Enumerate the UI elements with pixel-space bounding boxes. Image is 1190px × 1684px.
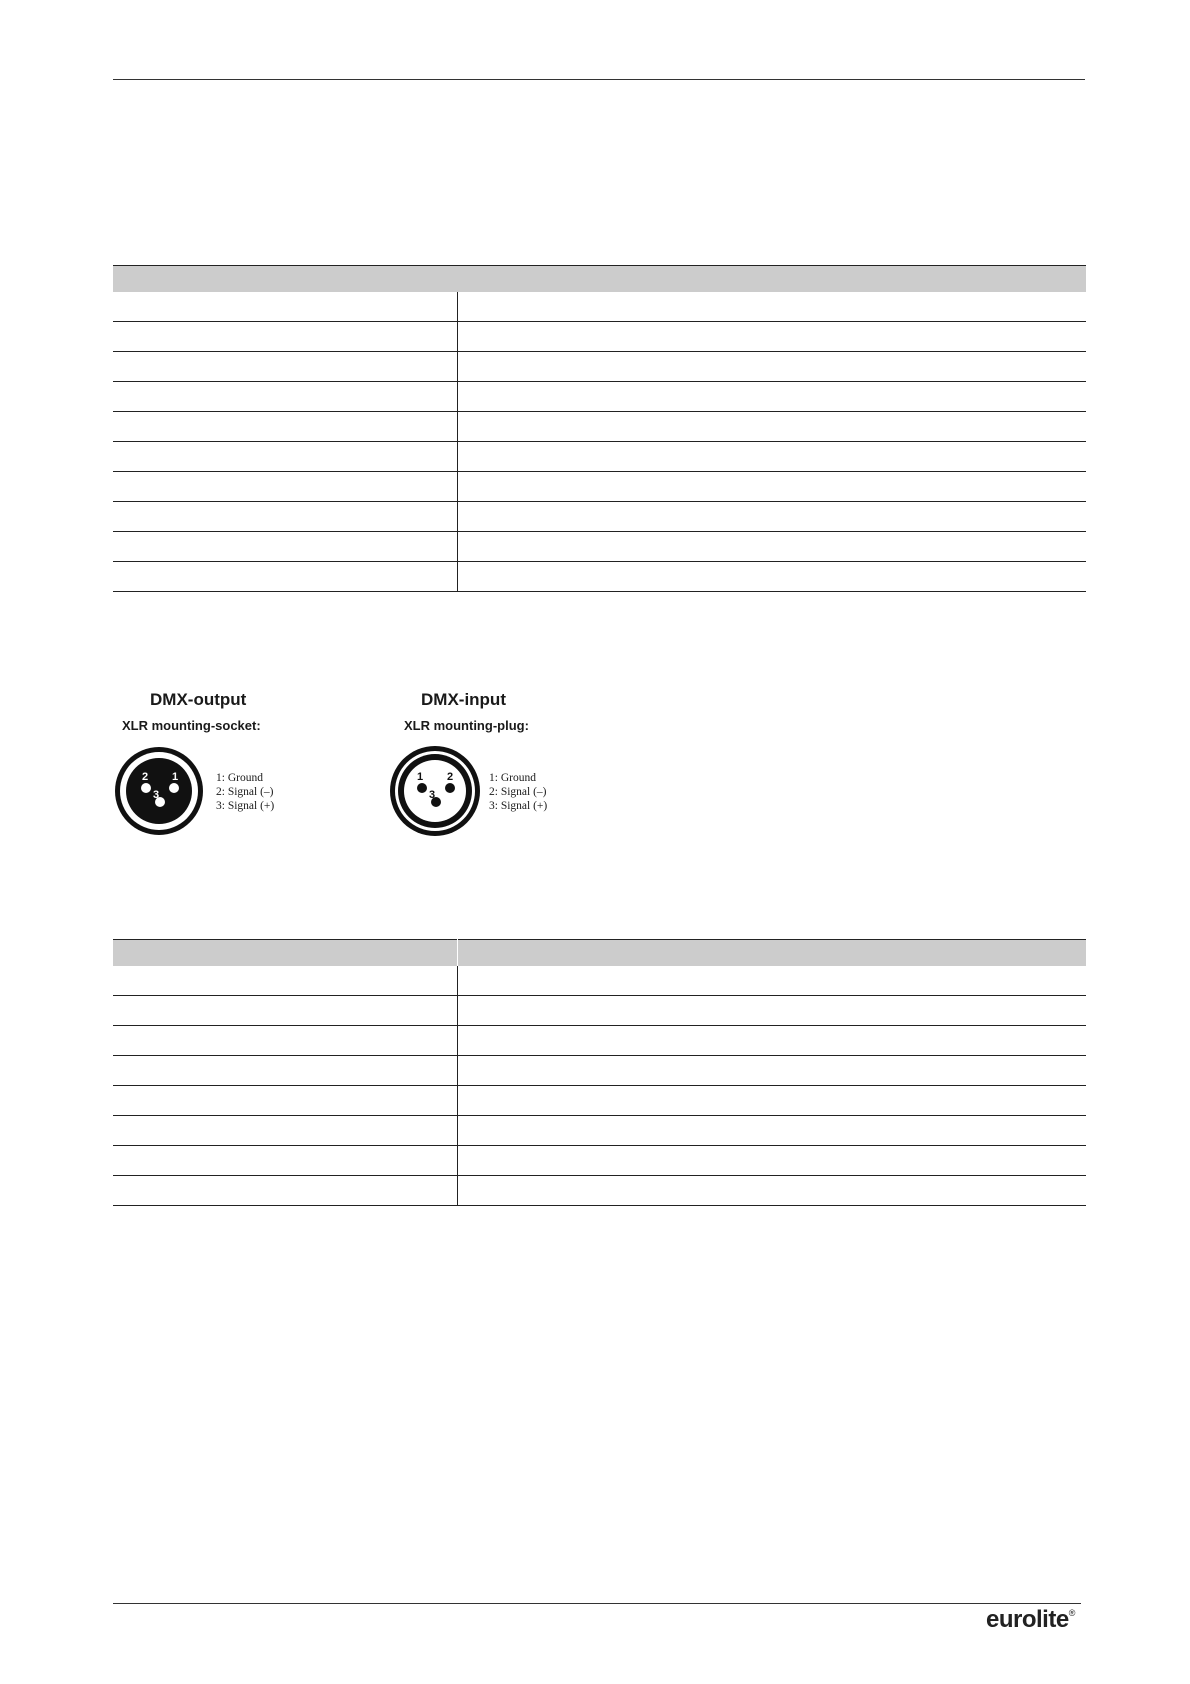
table-row	[113, 502, 1086, 532]
table-header-cell	[113, 266, 1086, 293]
table-cell	[113, 382, 457, 412]
table-row	[113, 382, 1086, 412]
pin-number: 1	[417, 771, 424, 783]
table-cell	[457, 532, 1086, 562]
pin-label: 2: Signal (–)	[489, 786, 547, 798]
table-cell	[457, 1026, 1086, 1056]
table-cell	[113, 1116, 457, 1146]
table-cell	[457, 292, 1086, 322]
table-cell	[457, 442, 1086, 472]
table-cell	[113, 996, 457, 1026]
table-row	[113, 1176, 1086, 1206]
pin-label: 3: Signal (+)	[216, 800, 275, 812]
pin-number: 3	[153, 789, 160, 801]
table-cell	[457, 1056, 1086, 1086]
table-cell	[113, 502, 457, 532]
table-cell	[457, 412, 1086, 442]
table-cell	[457, 382, 1086, 412]
table-row	[113, 532, 1086, 562]
table-cell	[457, 352, 1086, 382]
table-row	[113, 472, 1086, 502]
dmx-input-connector	[385, 690, 585, 850]
table-row	[113, 442, 1086, 472]
footer-rule	[113, 1603, 1081, 1604]
table-cell	[113, 1146, 457, 1176]
table-cell	[457, 1146, 1086, 1176]
table-cell	[113, 562, 457, 592]
table-row	[113, 996, 1086, 1026]
table-row	[113, 966, 1086, 996]
table-cell	[113, 532, 457, 562]
table-row	[113, 322, 1086, 352]
pin-list	[489, 771, 547, 813]
pin-label: 1: Ground	[216, 772, 263, 784]
registered-mark: ®	[1068, 1608, 1075, 1618]
table-row	[113, 562, 1086, 592]
pin-number: 2	[142, 771, 149, 783]
table-cell	[113, 352, 457, 382]
connector-title: DMX-input	[421, 690, 506, 709]
xlr-socket-icon	[114, 746, 214, 846]
connector-title: DMX-output	[150, 690, 247, 709]
table-cell	[113, 966, 457, 996]
table-row	[113, 1116, 1086, 1146]
spec-table-2	[113, 939, 1086, 1206]
table-row	[113, 352, 1086, 382]
table-cell	[113, 472, 457, 502]
pin-label: 3: Signal (+)	[489, 800, 548, 812]
table-header-row	[113, 940, 1086, 967]
pin-number: 2	[447, 771, 454, 783]
table-cell	[457, 502, 1086, 532]
table-cell	[457, 996, 1086, 1026]
table-cell	[113, 1086, 457, 1116]
pin-label: 2: Signal (–)	[216, 786, 274, 798]
table-row	[113, 1026, 1086, 1056]
eurolite-logo	[986, 1606, 1075, 1634]
pin-number: 1	[172, 771, 179, 783]
table-cell	[113, 292, 457, 322]
table-cell	[113, 1056, 457, 1086]
table-header-cell	[457, 940, 1086, 967]
header-rule	[113, 79, 1085, 80]
table-row	[113, 1056, 1086, 1086]
table-cell	[457, 1176, 1086, 1206]
table-row	[113, 1086, 1086, 1116]
xlr-plug-icon	[389, 746, 489, 846]
table-row	[113, 1146, 1086, 1176]
table-cell	[457, 1116, 1086, 1146]
table-cell	[457, 322, 1086, 352]
table-cell	[457, 966, 1086, 996]
pin-number: 3	[429, 789, 436, 801]
dmx-output-connector	[110, 690, 310, 850]
table-cell	[457, 1086, 1086, 1116]
pin-list	[216, 771, 274, 813]
logo-text: eurolite	[986, 1606, 1069, 1633]
connector-subtitle: XLR mounting-socket:	[122, 718, 261, 733]
table-row	[113, 292, 1086, 322]
table-cell	[113, 412, 457, 442]
table-cell	[457, 472, 1086, 502]
table-cell	[457, 562, 1086, 592]
connector-subtitle: XLR mounting-plug:	[404, 718, 529, 733]
spec-table-1	[113, 265, 1086, 592]
table-header-row	[113, 266, 1086, 293]
table-header-cell	[113, 940, 457, 967]
table-cell	[113, 1176, 457, 1206]
table-cell	[113, 322, 457, 352]
table-row	[113, 412, 1086, 442]
table-cell	[113, 442, 457, 472]
table-cell	[113, 1026, 457, 1056]
pin-label: 1: Ground	[489, 772, 536, 784]
